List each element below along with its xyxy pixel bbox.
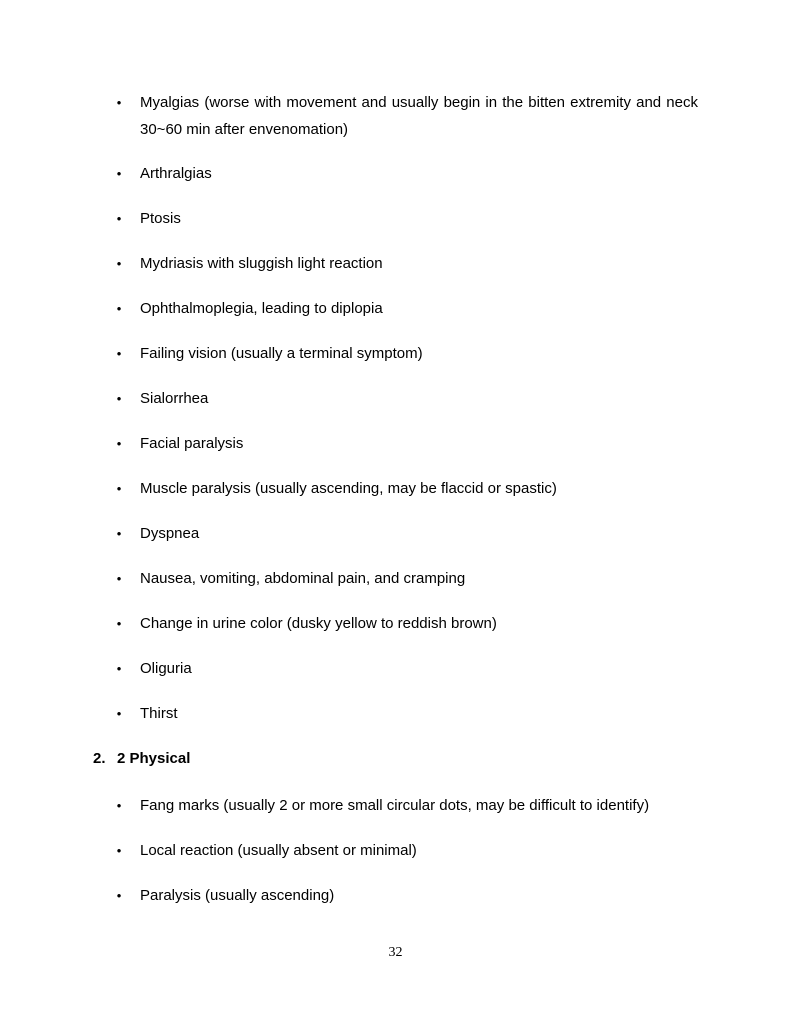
bullet-icon: •	[116, 256, 122, 271]
list-item-text: Ptosis	[140, 210, 181, 227]
bullet-icon: •	[116, 211, 122, 226]
page-number: 32	[388, 945, 403, 960]
bullet-icon: •	[116, 436, 122, 451]
bullet-icon: •	[116, 706, 122, 721]
list-item-text: Thirst	[140, 705, 178, 722]
list-item-text: Local reaction (usually absent or minimal)	[140, 842, 417, 859]
list-item-text: Facial paralysis	[140, 435, 244, 452]
bullet-icon: •	[116, 391, 122, 406]
bullet-icon: •	[116, 798, 122, 813]
list-item-text: Mydriasis with sluggish light reaction	[140, 255, 383, 272]
list-item-text: Sialorrhea	[140, 390, 209, 407]
bullet-icon: •	[116, 166, 122, 181]
bullet-icon: •	[116, 301, 122, 316]
bullet-icon: •	[116, 526, 122, 541]
list-item-text: Nausea, vomiting, abdominal pain, and cramping	[140, 570, 466, 587]
section-number: 2.	[93, 750, 106, 767]
bullet-icon: •	[116, 616, 122, 631]
section-title: 2 Physical	[117, 750, 191, 767]
list-item-text: Ophthalmoplegia, leading to diplopia	[140, 300, 383, 317]
bullet-icon: •	[116, 95, 122, 110]
list-item-text: Myalgias (worse with movement and usually begin in the bitten extremity and neck 30~60 min after envenomation)	[140, 94, 698, 138]
list-item-text: Oliguria	[140, 660, 192, 677]
list-item-text: Dyspnea	[140, 525, 200, 542]
list-item-text: Fang marks (usually 2 or more small circular dots, may be difficult to identify)	[140, 797, 650, 814]
bullet-icon: •	[116, 481, 122, 496]
list-item-text: Muscle paralysis (usually ascending, may be flaccid or spastic)	[140, 480, 557, 497]
bullet-icon: •	[116, 346, 122, 361]
bullet-icon: •	[116, 661, 122, 676]
bullet-icon: •	[116, 843, 122, 858]
list-item-text: Paralysis (usually ascending)	[140, 887, 335, 904]
bullet-icon: •	[116, 571, 122, 586]
list-item-text: Arthralgias	[140, 165, 212, 182]
bullet-icon: •	[116, 888, 122, 903]
list-item-text: Change in urine color (dusky yellow to reddish brown)	[140, 615, 497, 632]
list-item-text: Failing vision (usually a terminal symptom)	[140, 345, 423, 362]
